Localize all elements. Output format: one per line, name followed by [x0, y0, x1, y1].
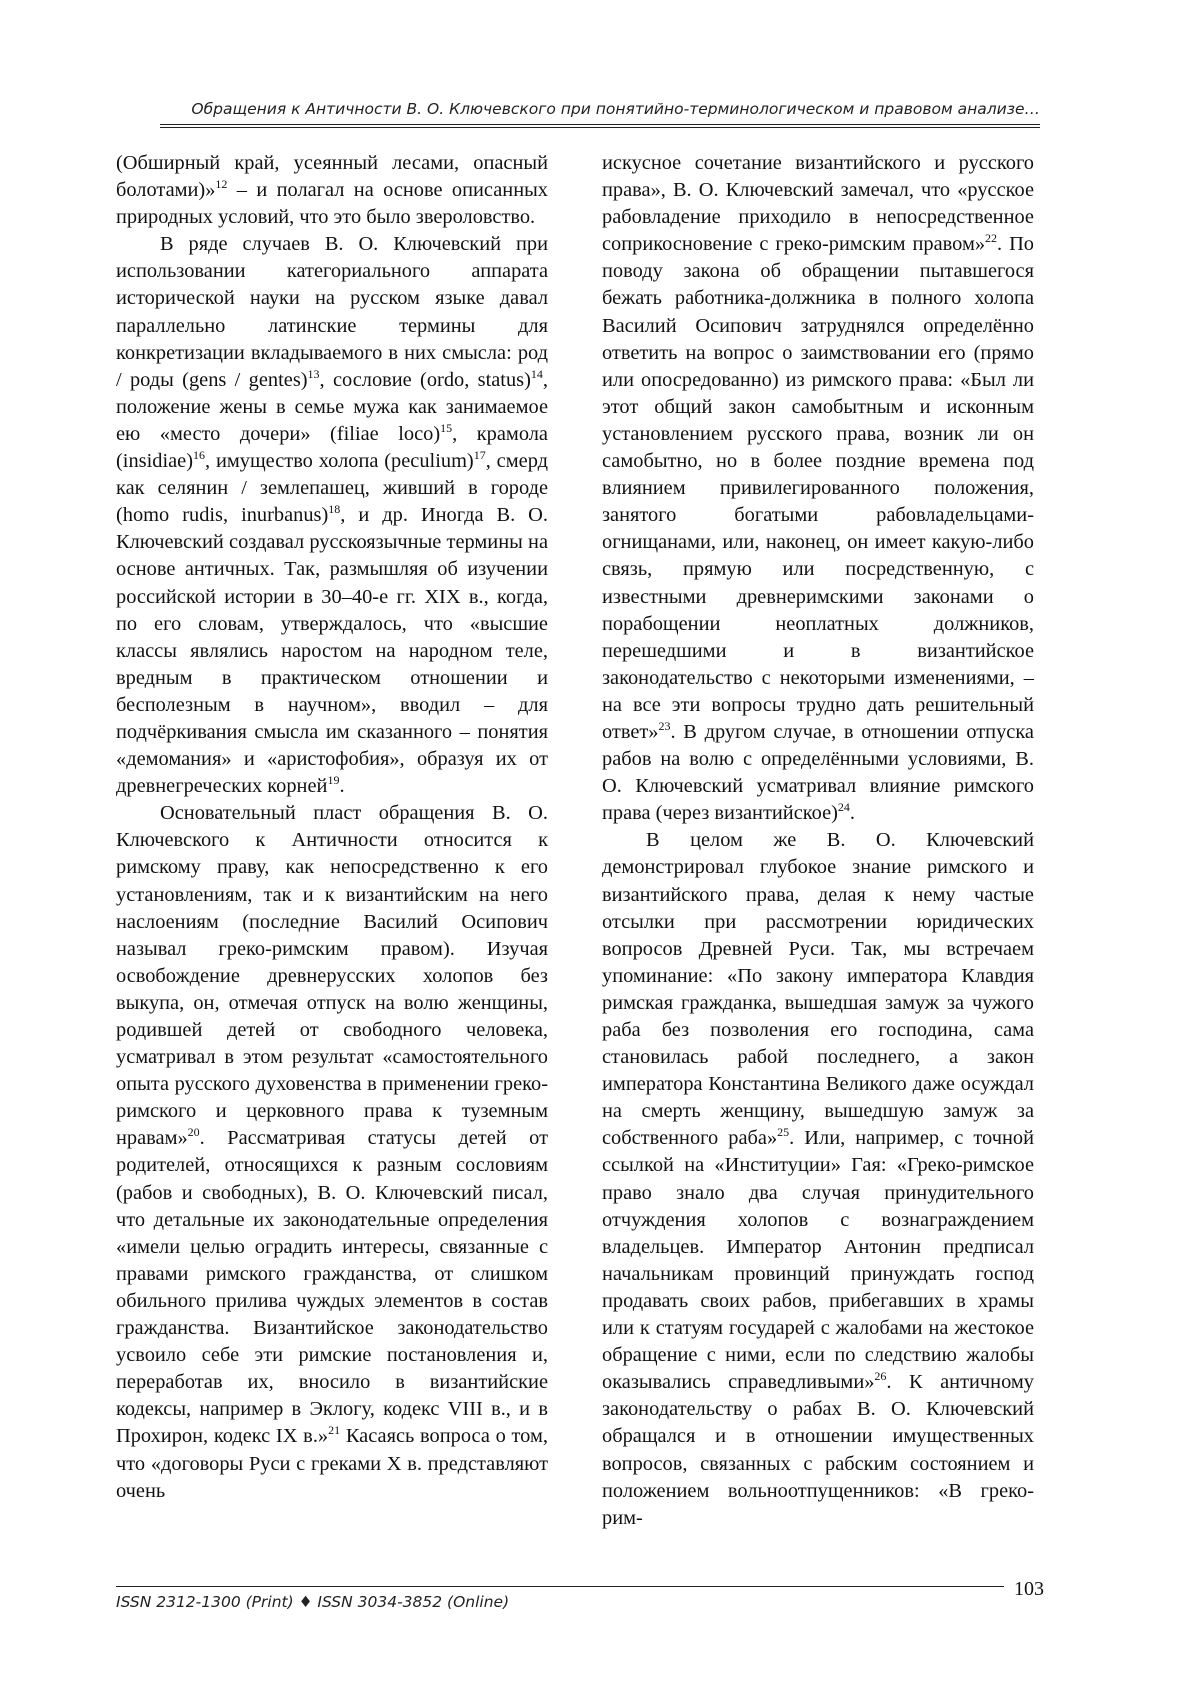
header-rule: [160, 124, 1040, 128]
footnote-ref: 13: [307, 366, 320, 381]
left-paragraph-2: В ряде случаев В. О. Ключевский при использовании категориального аппарата исторической науки на русском языке давал параллельно латинские термины для конкретизации вкладываемого в них смысла: род / роды (gens / gentes)$^{13}$, сословие (ordo, status)$^{14}$, положение жены в семье мужа как занимаемое ею «место дочери» (filiae loco)$^{15}$, крамола (insidiae)$^{16}$, имущество холопа (peculium)$^{17}$, смерд как селянин / землепашец, живший в городе (homo rudis, inurbanus)$^{18}$, и др. Иногда В. О. Ключевский создавал русскоязычные термины на основе античных. Так, размышляя об изучении российской истории в 30–40-е гг. XIX в., когда, по его словам, утверждалось, что «высшие классы являлись наростом на народном теле, вредным в практическом отношении и бесполезным в научном», вводил – для подчёркивания смысла им сказанного – понятия «демомания» и «аристофобия», образуя их от древнегреческих корней$^{19}$.: [116, 233, 548, 798]
footnote-ref: 18: [328, 502, 341, 517]
right-paragraph-2: В целом же В. О. Ключевский демонстрировал глубокое знание римского и византийского права, делая к нему частые отсылки при рассмотрении юридических вопросов Древней Руси. Так, мы встречаем упоминание: «По закону императора Клавдия римская гражданка, вышедшая замуж за чужого раба без позволения его господина, сама становилась рабой последнего, а закон императора Константина Великого даже осуждал на смерть женщину, вышедшую замуж за собственного раба»$^{25}$. Или, например, с точной ссылкой на «Институции» Гая: «Греко-римское право знало два случая принудительного отчуждения холопов с вознаграждением владельцев. Император Антонин предписал начальникам провинций принуждать господ продавать своих рабов, прибегавших в храмы или к статуям государей с жалобами на жестокое обращение с ними, если по следствию жалобы оказывались справедливыми»$^{26}$. К античному законодательству о рабах В. О. Ключевский обращался и в отношении имущественных вопросов, связанных с рабским состоянием и положением вольноотпущенников: «В греко-рим-: [602, 829, 1034, 1529]
footer-issn: ISSN 2312-1300 (Print) ♦ ISSN 3034-3852 (Online): [116, 1593, 510, 1611]
footnote-ref: 19: [327, 773, 340, 788]
footnote-ref: 24: [837, 800, 850, 815]
footnote-ref: 25: [777, 1125, 790, 1140]
footnote-ref: 23: [658, 718, 671, 733]
footnote-ref: 14: [530, 366, 543, 381]
running-header: Обращения к Античности В. О. Ключевского при понятийно-терминологическом и правовом анализе…: [191, 100, 1040, 118]
left-paragraph-1: (Обширный край, усеянный лесами, опасный болотами)»$^{12}$ – и полагал на основе описанных природных условий, что это было звероловство.: [116, 152, 548, 229]
right-paragraph-1: искусное сочетание византийского и русского права», В. О. Ключевский замечал, что «русское рабовладение приходило в непосредственное соприкосновение с греко-римским правом»$^{22}$. По поводу закона об обращении пытавшегося бежать работника-должника в полного холопа Василий Осипович затруднялся определённо ответить на вопрос о заимствовании его (прямо или опосредованно) из римского права: «Был ли этот общий закон самобытным и исконным установлением русского права, возник ли он самобытно, но в более поздние времена под влиянием привилегированного положения, занятого богатыми рабовладельцами-огнищанами, или, наконец, он имеет какую-либо связь, прямую или посредственную, с известными древнеримскими законами о порабощении неоплатных должников, перешедшими и в византийское законодательство с некоторыми изменениями, – на все эти вопросы трудно дать решительный ответ»$^{23}$. В другом случае, в отношении отпуска рабов на волю с определёнными условиями, В. О. Ключевский усматривал влияние римского права (через византийское)$^{24}$.: [602, 152, 1034, 825]
footnote-ref: 16: [193, 448, 206, 463]
footnote-ref: 22: [985, 231, 998, 246]
footnote-ref: 21: [328, 1423, 341, 1438]
footnote-ref: 15: [440, 420, 453, 435]
footnote-ref: 17: [473, 448, 486, 463]
footnote-ref: 20: [187, 1125, 200, 1140]
left-paragraph-3: Основательный пласт обращения В. О. Ключевского к Античности относится к римскому праву, как непосредственно к его установлениям, так и к византийским на него наслоениям (последние Василий Осипович называл греко-римским правом). Изучая освобождение древнерусских холопов без выкупа, он, отмечая отпуск на волю женщины, родившей детей от свободного человека, усматривал в этом результат «самостоятельного опыта русского духовенства в применении греко-римского и церковного права к туземным нравам»$^{20}$. Рассматривая статусы детей от родителей, относящихся к разным сословиям (рабов и свободных), В. О. Ключевский писал, что детальные их законодательные определения «имели целью оградить интересы, связанные с правами римского гражданства, от слишком обильного прилива чуждых элементов в состав гражданства. Византийское законодательство усвоило себе эти римские постановления и, переработав их, вносило в византийские кодексы, например в Эклогу, кодекс VIII в., и в Прохирон, кодекс IX в.»$^{21}$ Касаясь вопроса о том, что «договоры Руси с греками X в. представляют очень: [116, 802, 548, 1502]
right-column: [602, 150, 1034, 1532]
page-number: 103: [1014, 1578, 1044, 1600]
footnote-ref: 26: [874, 1369, 887, 1384]
footer-rule: [116, 1586, 1004, 1587]
left-column: [116, 150, 548, 1505]
footnote-ref: 12: [215, 177, 228, 192]
